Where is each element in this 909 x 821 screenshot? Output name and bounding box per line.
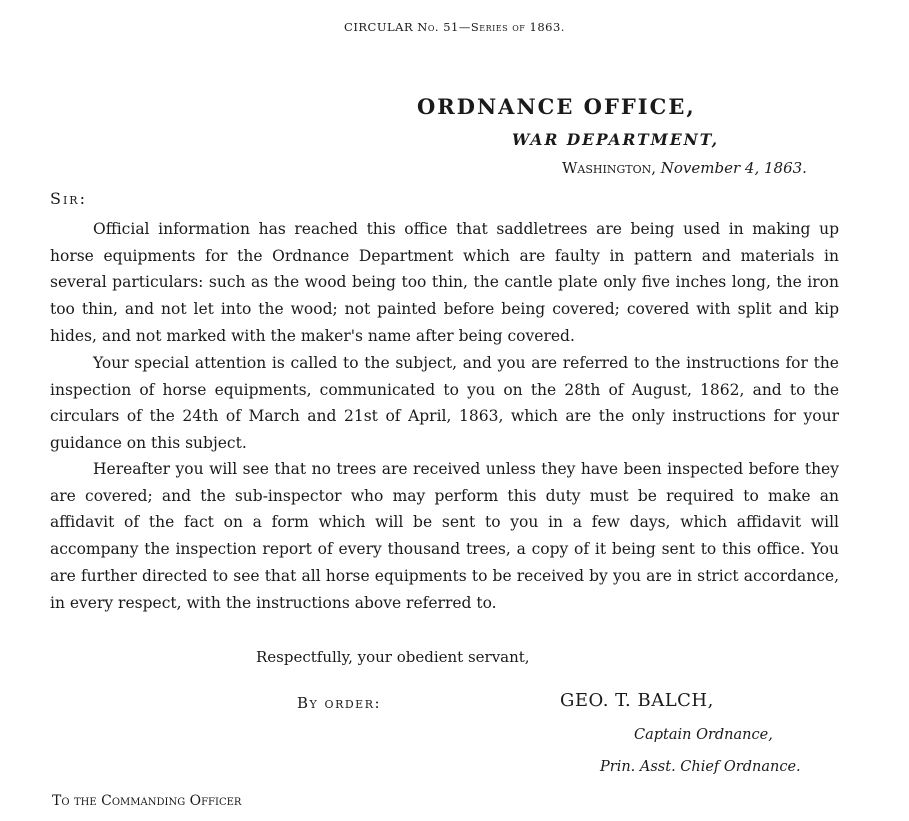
by-order: By order: — [297, 694, 382, 712]
paragraph-2: Your special attention is called to the subject, and you are referred to the instructions for the inspection of horse equipments, communicated to you on the 28th of August, 1862, and to the circulars of the 24th of March and 21st of April, 1863, which are the only instructions for your guidance on this subject. — [50, 354, 839, 453]
date: November 4, 1863. — [660, 159, 807, 177]
department-name: WAR DEPARTMENT, — [512, 130, 720, 149]
office-title: ORDNANCE OFFICE, — [417, 94, 696, 119]
signer-name: GEO. T. BALCH, — [560, 690, 714, 711]
circular-number: CIRCULAR No. 51—Series of 1863. — [344, 20, 565, 34]
closing: Respectfully, your obedient servant, — [256, 648, 530, 666]
dateline — [562, 159, 807, 177]
addressee: To the Commanding Officer — [52, 793, 242, 809]
paragraph-3: Hereafter you will see that no trees are received unless they have been inspected before they are covered; and the sub-inspector who may perform this duty must be required to make an affidavit of the fact on a form which will be sent to you in a few days, which affidavit will accompany the inspection report of every thousand trees, a copy of it being sent to this office. You are further directed to see that all horse equipments to be received by you are in strict accordance, in every respect, with the instructions above referred to. — [50, 460, 839, 612]
place: Washington, — [562, 159, 656, 177]
salutation: Sir: — [50, 189, 87, 208]
signer-rank: Captain Ordnance, — [634, 727, 773, 743]
signer-position: Prin. Asst. Chief Ordnance. — [600, 759, 801, 775]
paragraph-1: Official information has reached this office that saddletrees are being used in making up horse equipments for the Ordnance Department which are faulty in pattern and materials in several particulars: such as the wood being too thin, the cantle plate only five inches long, the iron too thin, and not let into the wood; not painted before being covered; covered with split and kip hides, and not marked with the maker's name after being covered. — [50, 220, 839, 345]
